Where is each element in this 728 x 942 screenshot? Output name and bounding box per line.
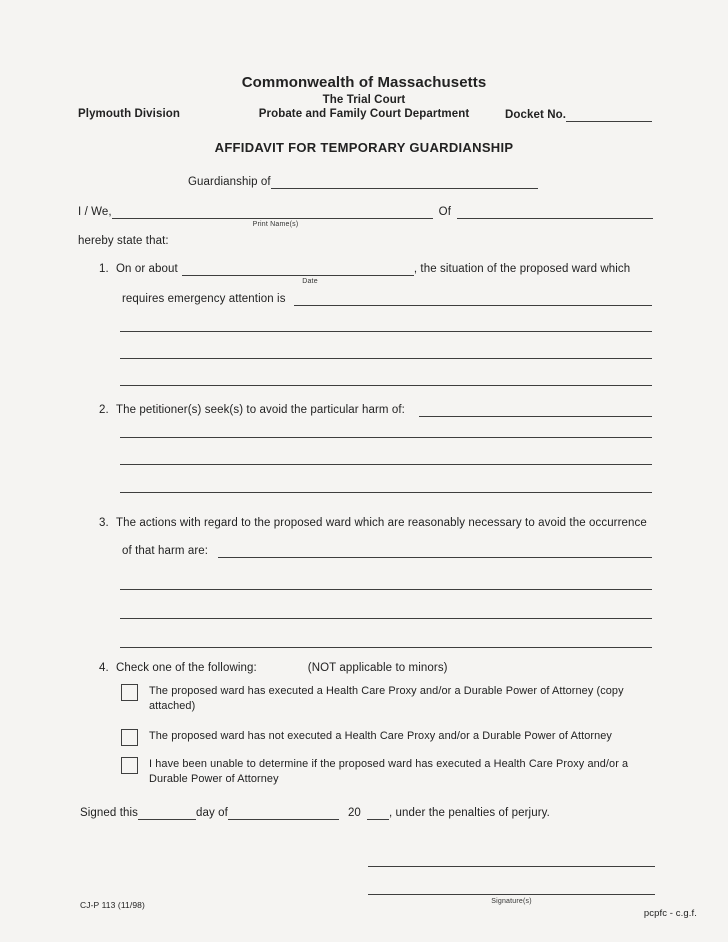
signed-day-field[interactable] — [138, 805, 196, 820]
situation-continuation-line-2[interactable] — [120, 358, 652, 359]
item4-option-1 — [121, 684, 654, 714]
signed-day-of: day of — [196, 807, 228, 819]
i-we-label: I / We, — [78, 206, 112, 218]
guardianship-of-row — [188, 174, 538, 189]
item4-label: Check one of the following: — [116, 662, 257, 674]
proxy-unable-to-determine-label: I have been unable to determine if the proposed ward has executed a Health Care Proxy and/or a Durable Power of Attorney — [149, 758, 629, 785]
item2-number: 2. — [99, 404, 109, 416]
form-number: CJ-P 113 (11/98) — [80, 900, 145, 910]
harm-field[interactable] — [419, 402, 652, 417]
item1-line2 — [122, 291, 652, 306]
signed-year-field[interactable] — [367, 805, 389, 820]
ward-name-field[interactable] — [271, 174, 538, 189]
trial-court-heading: The Trial Court — [322, 94, 406, 106]
item3-text-line1: The actions with regard to the proposed ward which are reasonably necessary to avoid the occurrence — [116, 517, 647, 529]
proxy-unable-to-determine-checkbox[interactable] — [121, 757, 138, 774]
signed-year-prefix: 20 — [347, 807, 361, 819]
item4-note: (NOT applicable to minors) — [307, 662, 448, 674]
footer-code: pcpfc - c.g.f. — [643, 908, 697, 919]
signature-line-1[interactable] — [368, 866, 655, 867]
item2-text: The petitioner(s) seek(s) to avoid the particular harm of: — [116, 404, 405, 416]
harm-continuation-line-1[interactable] — [120, 437, 652, 438]
item1-lead-text: On or about — [116, 263, 178, 275]
date-caption: Date — [302, 278, 318, 285]
actions-continuation-line-2[interactable] — [120, 618, 652, 619]
commonwealth-heading: Commonwealth of Massachusetts — [241, 74, 487, 91]
harm-continuation-line-2[interactable] — [120, 464, 652, 465]
docket-label: Docket No. — [505, 109, 567, 121]
item2-line1 — [99, 402, 652, 417]
signed-prefix: Signed this — [80, 807, 138, 819]
item4-option-2 — [121, 729, 654, 746]
petitioner-names-field[interactable] — [112, 204, 433, 219]
item4-line1 — [99, 661, 655, 675]
petitioner-row — [78, 204, 653, 219]
item4-option-3 — [121, 757, 654, 787]
item1-line1 — [99, 261, 655, 276]
proxy-not-executed-label: The proposed ward has not executed a Health Care Proxy and/or a Durable Power of Attorney — [149, 730, 612, 742]
actions-continuation-line-3[interactable] — [120, 647, 652, 648]
department-label: Probate and Family Court Department — [258, 108, 470, 120]
actions-continuation-line-1[interactable] — [120, 589, 652, 590]
guardianship-of-label: Guardianship of — [188, 176, 271, 188]
signature-line-2[interactable] — [368, 894, 655, 895]
item3-text-line2: of that harm are: — [122, 545, 209, 557]
docket-number-field[interactable] — [566, 107, 652, 122]
signed-row — [80, 805, 652, 820]
incident-date-field[interactable] — [182, 261, 414, 276]
signed-suffix: , under the penalties of perjury. — [388, 807, 550, 819]
proxy-executed-label: The proposed ward has executed a Health Care Proxy and/or a Durable Power of Attorney (copy attached) — [149, 685, 624, 712]
signed-month-field[interactable] — [228, 805, 339, 820]
docket-row — [505, 107, 652, 122]
petitioner-residence-field[interactable] — [457, 204, 653, 219]
item3-line2 — [122, 543, 652, 558]
item1-line2-label: requires emergency attention is — [122, 293, 286, 305]
proxy-executed-checkbox[interactable] — [121, 684, 138, 701]
item1-tail-text: , the situation of the proposed ward which — [413, 263, 631, 275]
item1-number: 1. — [99, 263, 109, 275]
signature-caption: Signature(s) — [491, 898, 532, 905]
proxy-not-executed-checkbox[interactable] — [121, 729, 138, 746]
of-label: Of — [438, 206, 451, 218]
item4-number: 4. — [99, 662, 109, 674]
situation-continuation-line-1[interactable] — [120, 331, 652, 332]
hereby-state-text: hereby state that: — [78, 235, 169, 247]
form-title: AFFIDAVIT FOR TEMPORARY GUARDIANSHIP — [214, 140, 514, 155]
situation-field[interactable] — [294, 291, 652, 306]
actions-field[interactable] — [218, 543, 652, 558]
item3-line1 — [99, 516, 655, 530]
print-names-caption: Print Name(s) — [252, 221, 299, 228]
division-label: Plymouth Division — [78, 108, 181, 120]
situation-continuation-line-3[interactable] — [120, 385, 652, 386]
harm-continuation-line-3[interactable] — [120, 492, 652, 493]
item3-number: 3. — [99, 517, 109, 529]
